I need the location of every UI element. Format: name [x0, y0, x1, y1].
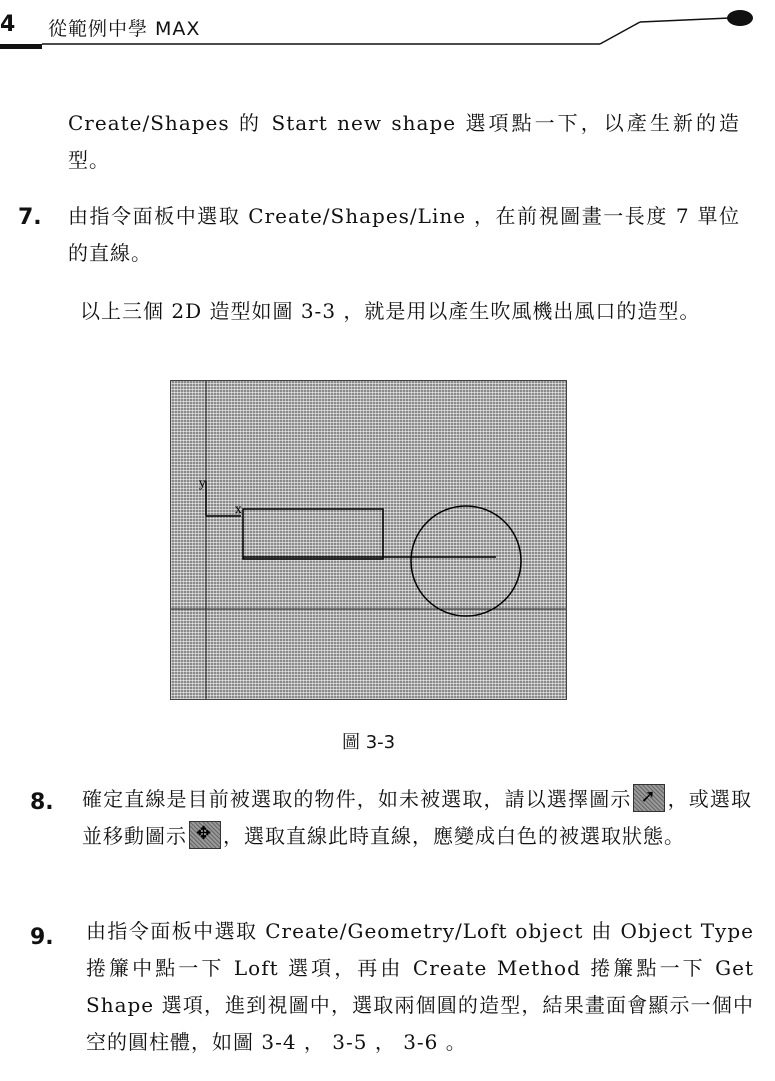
intro-paragraph: Create/Shapes 的 Start new shape 選項點一下，以產生新的造型。: [68, 111, 740, 172]
select-arrow-icon: ➚: [633, 784, 665, 812]
step-9-number: 9.: [30, 925, 54, 950]
circle-shape: [411, 506, 521, 616]
header-dot-icon: [727, 10, 753, 26]
header-rule: [0, 0, 775, 60]
page-header: [0, 0, 775, 60]
step-8-text: [82, 781, 752, 855]
step-7-number: 7.: [18, 205, 42, 230]
step-7-text: 由指令面板中選取 Create/Shapes/Line ，在前視圖畫一長度 7 單位的直線。: [68, 204, 740, 265]
step-8-text-b: ，或選取並移動圖示: [82, 787, 753, 848]
viewport-drawing: [171, 381, 566, 699]
step-8-number: 8.: [30, 790, 54, 815]
figure-3-3: [170, 380, 567, 700]
step-9-text: 由指令面板中選取 Create/Geometry/Loft object 由 Object Type 捲簾中點一下 Loft 選項，再由 Create Method 捲簾點一下 Get Shape 選項，進到視圖中，選取兩個圓的造型，結果畫面會顯示一個中空的圓柱體，如圖 3-4 ， 3-5 ， 3-6 。: [86, 919, 754, 1054]
step-8-text-c: ，選取直線此時直線，應變成白色的被選取狀態。: [223, 824, 685, 848]
step-7-note: 以上三個 2D 造型如圖 3-3 ，就是用以產生吹風機出風口的造型。: [80, 299, 701, 323]
axis-y-label: y: [199, 476, 206, 490]
rectangle-shape: [243, 509, 383, 559]
select-move-icon: ✥: [189, 821, 221, 849]
figure-caption: 圖 3-3: [342, 732, 396, 753]
book-title: 從範例中學 MAX: [48, 18, 201, 40]
axis-x-label: x: [235, 502, 242, 516]
step-8-text-a: 確定直線是目前被選取的物件，如未被選取，請以選擇圖示: [82, 787, 632, 811]
page-number: 4: [0, 12, 16, 37]
